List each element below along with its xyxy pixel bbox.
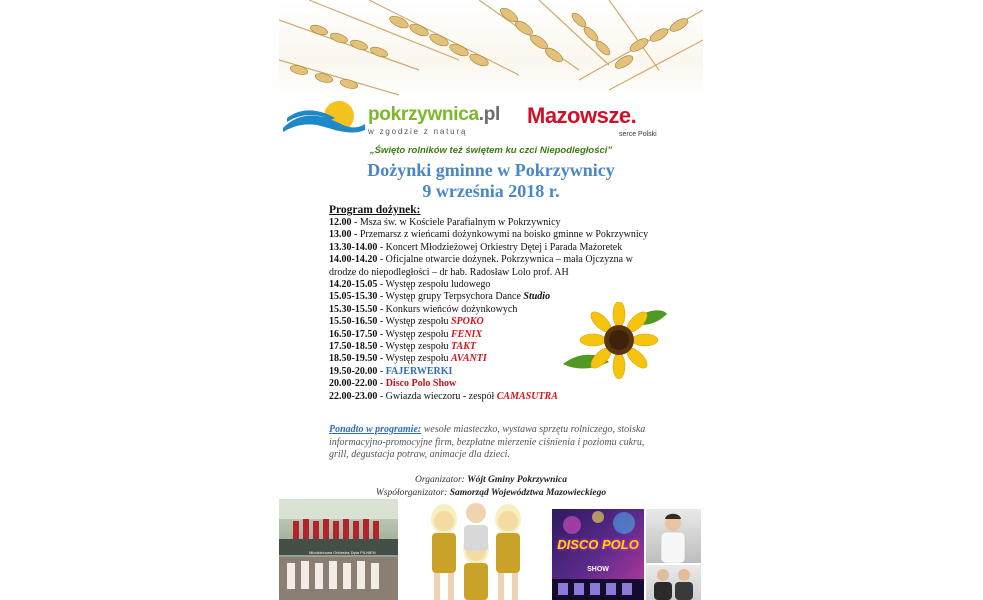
band-photo xyxy=(404,499,548,600)
program-item: 14.20-15.05 - Występ zespołu ludowego xyxy=(329,279,491,291)
orchestra-photo xyxy=(279,499,398,600)
extras-label: Ponadto w programie: xyxy=(329,424,422,435)
duo-photo xyxy=(646,565,701,600)
brand-tagline: w zgodzie z naturą xyxy=(368,127,468,136)
wheat-illustration xyxy=(279,0,703,100)
additional-attractions xyxy=(329,424,649,462)
program-item: 16.50-17.50 - Występ zespołu FENIX xyxy=(329,328,483,340)
coorganizer-line: Współorganizator: Samorząd Województwa Mazowieckiego xyxy=(375,487,607,498)
orchestra-caption: Młodzieżowa Orkiestra Dęta PILNIEN xyxy=(309,550,376,555)
program-item: 15.50-16.50 - Występ zespołu SPOKO xyxy=(329,316,484,328)
mazowsze-brand: Mazowsze. xyxy=(527,103,637,128)
disco-subtitle: SHOW xyxy=(587,566,609,573)
band-figures xyxy=(404,499,548,600)
disco-lights xyxy=(552,509,644,600)
program-item: 19.50-20.00 - FAJERWERKI xyxy=(329,365,453,377)
sunflower-illustration xyxy=(561,302,669,380)
motto: „Święto rolników też świętem ku czci Niepodległości” xyxy=(369,145,613,156)
extras-text: wesołe miasteczko, wystawa sprzętu rolniczego, stoiska informacyjno-promocyjne firm, bezpłatne mierzenie ciśnienia i poziomu cukru, grill, degustacja potraw, animacje dla dzieci. xyxy=(329,424,646,460)
pokrzywnica-logo xyxy=(281,100,501,142)
program-item: 15.05-15.30 - Występ grupy Terpsychora Dance Studio xyxy=(329,291,551,303)
program-item: 22.00-23.00 - Gwiazda wieczoru - zespół CAMASUTRA xyxy=(329,390,558,402)
organizers xyxy=(279,474,703,499)
disco-polo-poster xyxy=(552,509,644,600)
program-item: 14.00-14.20 - Oficjalne otwarcie dożynek. Pokrzywnica – mała Ojczyzna w drodze do niepodległości – dr hab. Radosław Lolo prof. AH xyxy=(329,254,633,278)
title-line-1: Dożynki gminne w Pokrzywnicy xyxy=(367,160,615,180)
poster xyxy=(279,0,703,600)
program-item: 12.00 - Msza św. w Kościele Parafialnym w Pokrzywnicy xyxy=(329,217,561,228)
sun-wave-logo-icon xyxy=(281,100,365,140)
wheat-image xyxy=(279,0,703,100)
organizer-line: Organizator: Wójt Gminy Pokrzywnica xyxy=(415,475,567,485)
program-item: 20.00-22.00 - Disco Polo Show xyxy=(329,378,457,390)
program-item: 18.50-19.50 - Występ zespołu AVANTI xyxy=(329,353,487,365)
duo-figures xyxy=(646,565,701,600)
singer-figure xyxy=(646,509,701,563)
disco-title: DISCO POLO xyxy=(557,537,639,552)
sunflower-image xyxy=(561,302,669,380)
program-item: 15.30-15.50 - Konkurs wieńców dożynkowych xyxy=(329,303,518,315)
mazowsze-logo xyxy=(527,103,667,147)
title-line-2: 9 września 2018 r. xyxy=(422,181,560,201)
star-singer-photo xyxy=(646,509,701,563)
brand-name: pokrzywnica.pl xyxy=(368,104,501,125)
program-item: 17.50-18.50 - Występ zespołu TAKT xyxy=(329,341,477,353)
program-heading: Program dożynek: xyxy=(329,204,421,216)
program-item: 13.00 - Przemarsz z wieńcami dożynkowymi na boisko gminne w Pokrzywnicy xyxy=(329,229,649,241)
mazowsze-tagline: serce Polski xyxy=(619,131,657,138)
page-title xyxy=(279,160,703,202)
program-item: 13.30-14.00 - Koncert Młodzieżowej Orkiestry Dętej i Parada Mażoretek xyxy=(329,241,623,253)
